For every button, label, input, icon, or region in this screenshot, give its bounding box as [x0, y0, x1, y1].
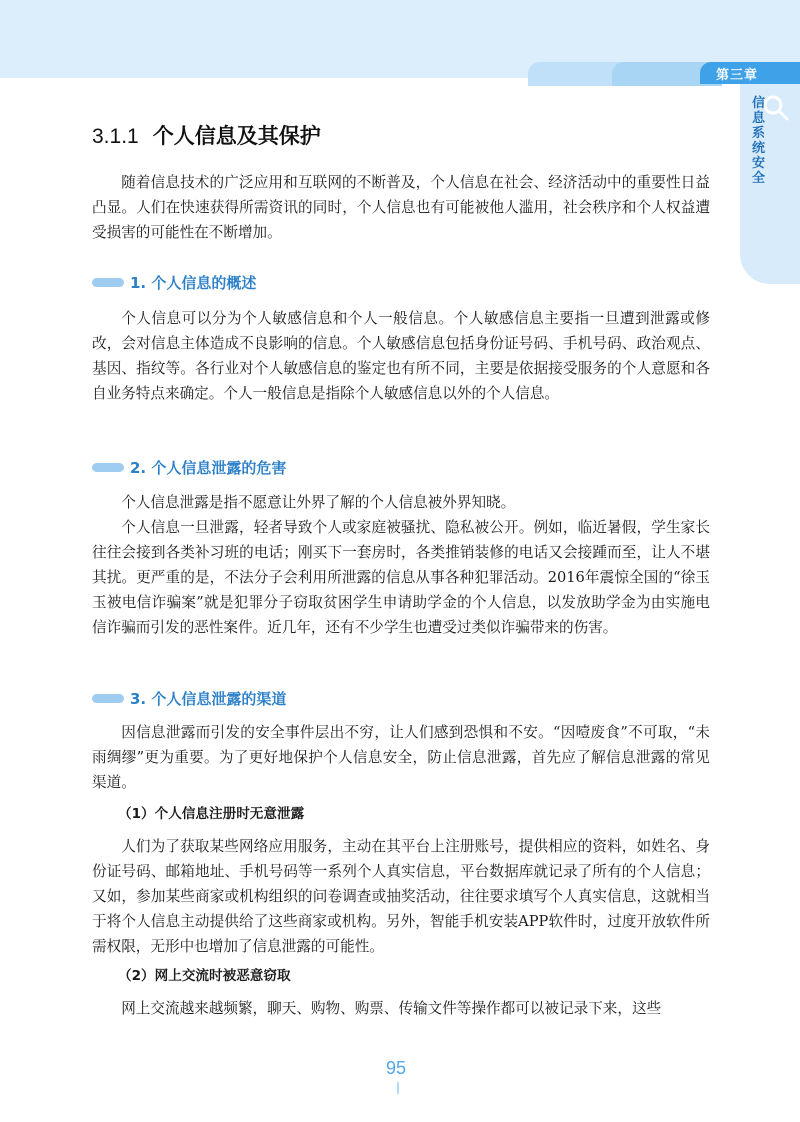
subsection-title-2: 2. 个人信息泄露的危害: [130, 458, 287, 477]
section-title-text: 个人信息及其保护: [152, 124, 321, 148]
page-number: 95: [386, 1058, 407, 1078]
intro-paragraph: 随着信息技术的广泛应用和互联网的不断普及，个人信息在社会、经济活动中的重要性日益凸显。人们在快速获得所需资讯的同时，个人信息也有可能被他人滥用，社会秩序和个人权益遭受损害的可能性在不断增加。: [92, 174, 710, 241]
subsection-title-1: 1. 个人信息的概述: [130, 273, 257, 292]
subsection-heading-1: [92, 271, 256, 293]
subsection-2-paragraph-1: 个人信息泄露是指不愿意让外界了解的个人信息被外界知晓。: [121, 494, 516, 511]
minor-2-paragraph: 网上交流越来越频繁，聊天、购物、购票、传输文件等操作都可以被记录下来，这些: [121, 1000, 662, 1017]
heading-bar-icon: [92, 463, 124, 472]
section-title: [92, 120, 321, 150]
minor-heading-2: （2）网上交流时被恶意窃取: [118, 968, 291, 984]
subsection-2-paragraph-2: 个人信息一旦泄露，轻者导致个人或家庭被骚扰、隐私被公开。例如，临近暑假，学生家长往往会接到各类补习班的电话；刚买下一套房时，各类推销装修的电话又会接踵而至，让人不堪其扰。更严重的是，不法分子会利用所泄露的信息从事各种犯罪活动。2016年震惊全国的“徐玉玉被电信诈骗案”就是犯罪分子窃取贫困学生申请助学金的个人信息，以发放助学金为由实施电信诈骗而引发的恶性案件。近几年，还有不少学生也遭受过类似诈骗带来的伤害。: [92, 519, 710, 636]
subsection-1-paragraph: 个人信息可以分为个人敏感信息和个人一般信息。个人敏感信息主要指一旦遭到泄露或修改，会对信息主体造成不良影响的信息。个人敏感信息包括身份证号码、手机号码、政治观点、基因、指纹等。各行业对个人敏感信息的鉴定也有所不同，主要是依据接受服务的个人意愿和各自业务特点来确定。个人一般信息是指除个人敏感信息以外的个人信息。: [92, 310, 710, 402]
subsection-heading-2: [92, 456, 286, 478]
side-title: 信息系统安全: [752, 96, 766, 186]
minor-1-paragraph: 人们为了获取某些网络应用服务，主动在其平台上注册账号，提供相应的资料，如姓名、身份证号码、邮箱地址、手机号码等一系列个人真实信息，平台数据库就记录了所有的个人信息；又如，参加某些商家或机构组织的问卷调查或抽奖活动，往往要求填写个人真实信息，这就相当于将个人信息主动提供给了这些商家或机构。另外，智能手机安装APP软件时，过度开放软件所需权限，无形中也增加了信息泄露的可能性。: [92, 838, 710, 955]
subsection-heading-3: [92, 687, 286, 709]
subsection-title-3: 3. 个人信息泄露的渠道: [130, 689, 287, 708]
minor-heading-1: （1）个人信息注册时无意泄露: [118, 806, 305, 822]
heading-bar-icon: [92, 694, 124, 703]
heading-bar-icon: [92, 278, 124, 287]
page-number-tick: [397, 1082, 399, 1094]
chapter-label: 第三章: [716, 67, 759, 82]
subsection-3-paragraph: 因信息泄露而引发的安全事件层出不穷，让人们感到恐惧和不安。“因噎废食”不可取，“未雨绸缪”更为重要。为了更好地保护个人信息安全，防止信息泄露，首先应了解信息泄露的常见渠道。: [92, 724, 710, 791]
section-number: 3.1.1: [92, 125, 139, 148]
